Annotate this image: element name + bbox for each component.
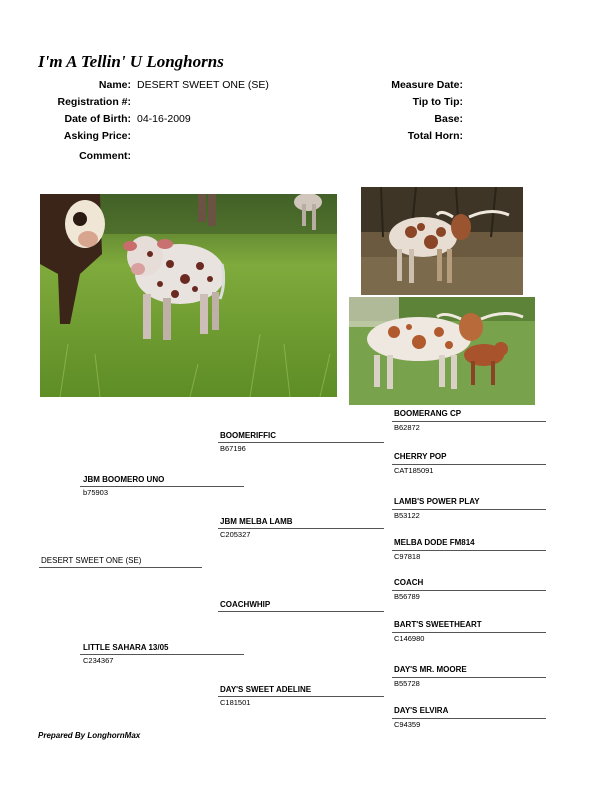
pedigree-line <box>392 509 546 510</box>
page-title: I'm A Tellin' U Longhorns <box>38 52 224 71</box>
pedigree-sire-dam-reg: C205327 <box>220 530 251 539</box>
pedigree-line <box>218 528 384 529</box>
tip-to-tip-label: Tip to Tip: <box>412 96 463 108</box>
pedigree-dam-dam-reg: C181501 <box>220 698 251 707</box>
pedigree-g2-name: CHERRY POP <box>394 452 447 461</box>
pedigree-sire-sire-name: BOOMERIFFIC <box>220 431 276 440</box>
name-label: Name: <box>98 79 131 91</box>
dob-value: 04-16-2009 <box>137 113 191 125</box>
cow-calf-photo <box>349 297 535 405</box>
pedigree-g6-reg: C146980 <box>394 634 425 643</box>
pedigree-line <box>218 442 384 443</box>
footer-prepared-by: Prepared By LonghornMax <box>38 731 141 740</box>
price-label: Asking Price: <box>63 130 131 142</box>
pedigree-line <box>392 421 546 422</box>
bull-photo <box>361 187 523 295</box>
pedigree-subject-name: DESERT SWEET ONE (SE) <box>41 556 142 565</box>
measure-date-label: Measure Date: <box>391 79 463 91</box>
pedigree-sire-reg: b75903 <box>83 488 109 497</box>
pedigree-line <box>218 611 384 612</box>
pedigree-g5-name: COACH <box>394 578 424 587</box>
pedigree-g8-name: DAY'S ELVIRA <box>394 706 449 715</box>
pedigree-g4-name: MELBA DODE FM814 <box>394 538 475 547</box>
pedigree-dam-reg: C234367 <box>83 656 114 665</box>
pedigree-dam-dam-name: DAY'S SWEET ADELINE <box>220 685 312 694</box>
pedigree-line <box>392 590 546 591</box>
pedigree-sire-dam-name: JBM MELBA LAMB <box>220 517 293 526</box>
comment-label: Comment: <box>79 150 131 162</box>
registration-label: Registration #: <box>57 96 131 108</box>
pedigree-line <box>392 550 546 551</box>
total-horn-label: Total Horn: <box>407 130 463 142</box>
pedigree-line <box>392 718 546 719</box>
name-value: DESERT SWEET ONE (SE) <box>137 79 269 91</box>
pedigree-dam-sire-name: COACHWHIP <box>220 600 271 609</box>
pedigree-g7-reg: B55728 <box>394 679 420 688</box>
pedigree-sire-sire-reg: B67196 <box>220 444 246 453</box>
pedigree-g6-name: BART'S SWEETHEART <box>394 620 482 629</box>
pedigree-line <box>392 677 546 678</box>
pedigree-dam-name: LITTLE SAHARA 13/05 <box>83 643 169 652</box>
pedigree-g2-reg: CAT185091 <box>394 466 434 475</box>
pedigree-line <box>218 696 384 697</box>
pedigree-g1-name: BOOMERANG CP <box>394 409 462 418</box>
main-photo <box>40 194 337 397</box>
pedigree-line <box>392 464 546 465</box>
pedigree-g8-reg: C94359 <box>394 720 421 729</box>
pedigree-line <box>392 632 546 633</box>
pedigree-g7-name: DAY'S MR. MOORE <box>394 665 467 674</box>
pedigree-g1-reg: B62872 <box>394 423 420 432</box>
pedigree-g3-name: LAMB'S POWER PLAY <box>394 497 480 506</box>
pedigree-sire-name: JBM BOOMERO UNO <box>83 475 165 484</box>
pedigree-line <box>39 567 202 568</box>
pedigree-g5-reg: B56789 <box>394 592 420 601</box>
dob-label: Date of Birth: <box>64 113 131 125</box>
pedigree-g3-reg: B53122 <box>394 511 420 520</box>
pedigree-line <box>80 654 244 655</box>
base-label: Base: <box>434 113 463 125</box>
pedigree-line <box>80 486 244 487</box>
pedigree-g4-reg: C97818 <box>394 552 421 561</box>
